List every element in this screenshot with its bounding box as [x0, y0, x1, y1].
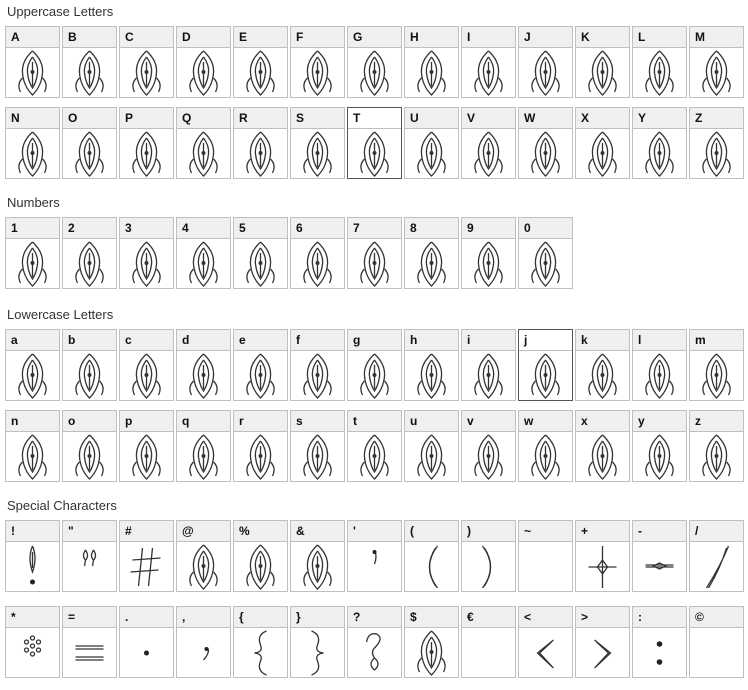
glyph-label: 4: [177, 218, 230, 239]
glyph-label: o: [63, 411, 116, 432]
glyph-cell[interactable]: [347, 217, 402, 289]
glyph-cell[interactable]: [632, 107, 687, 179]
j-glyph: [519, 48, 572, 98]
glyph-cell[interactable]: [632, 606, 687, 678]
g-glyph: [348, 351, 401, 401]
glyph-label: Q: [177, 108, 230, 129]
glyph-label: !: [6, 521, 59, 542]
glyph-cell[interactable]: [62, 520, 117, 592]
glyph-row: [5, 329, 748, 403]
glyph-cell[interactable]: [461, 217, 516, 289]
y-glyph: [633, 432, 686, 482]
glyph-cell[interactable]: [290, 26, 345, 98]
glyph-cell[interactable]: [461, 26, 516, 98]
five-glyph: [234, 239, 287, 289]
u-glyph: [405, 129, 458, 179]
four-glyph: [177, 239, 230, 289]
glyph-label: B: [63, 27, 116, 48]
section-title: Lowercase Letters: [7, 307, 114, 322]
right-brace-glyph: [291, 628, 344, 678]
n-glyph: [6, 432, 59, 482]
glyph-label: 5: [234, 218, 287, 239]
glyph-cell[interactable]: [347, 329, 402, 401]
glyph-cell[interactable]: [119, 26, 174, 98]
glyph-cell[interactable]: [461, 520, 516, 592]
m-glyph: [690, 351, 743, 401]
glyph-cell[interactable]: [5, 520, 60, 592]
glyph-label: /: [690, 521, 743, 542]
glyph-cell[interactable]: [290, 520, 345, 592]
glyph-label: ": [63, 521, 116, 542]
z-glyph: [690, 129, 743, 179]
c-glyph: [120, 351, 173, 401]
glyph-row: [5, 217, 748, 291]
glyph-cell[interactable]: [233, 606, 288, 678]
glyph-label: 2: [63, 218, 116, 239]
glyph-label: €: [462, 607, 515, 628]
plus-glyph: [576, 542, 629, 592]
s-glyph: [291, 432, 344, 482]
glyph-cell[interactable]: [119, 606, 174, 678]
o-glyph: [63, 432, 116, 482]
hash-glyph: [120, 542, 173, 592]
dollar-glyph: [405, 628, 458, 678]
glyph-label: G: [348, 27, 401, 48]
copyright-glyph: [690, 628, 743, 678]
glyph-cell[interactable]: [518, 26, 573, 98]
glyph-label: :: [633, 607, 686, 628]
glyph-label: W: [519, 108, 572, 129]
glyph-row: [5, 410, 748, 484]
comma-glyph: [177, 628, 230, 678]
k-glyph: [576, 48, 629, 98]
glyph-label: 7: [348, 218, 401, 239]
glyph-cell[interactable]: [176, 520, 231, 592]
glyph-cell[interactable]: [233, 217, 288, 289]
glyph-cell[interactable]: [176, 329, 231, 401]
l-glyph: [633, 351, 686, 401]
glyph-label: $: [405, 607, 458, 628]
glyph-label: 8: [405, 218, 458, 239]
glyph-label: ,: [177, 607, 230, 628]
section-title: Special Characters: [7, 498, 117, 513]
v-glyph: [462, 129, 515, 179]
glyph-cell[interactable]: [5, 107, 60, 179]
glyph-cell[interactable]: [404, 26, 459, 98]
e-glyph: [234, 48, 287, 98]
glyph-cell[interactable]: [347, 606, 402, 678]
glyph-label: j: [519, 330, 572, 351]
glyph-label: {: [234, 607, 287, 628]
glyph-label: i: [462, 330, 515, 351]
glyph-label: y: [633, 411, 686, 432]
i-glyph: [462, 351, 515, 401]
glyph-label: I: [462, 27, 515, 48]
minus-glyph: [633, 542, 686, 592]
c-glyph: [120, 48, 173, 98]
colon-glyph: [633, 628, 686, 678]
m-glyph: [690, 48, 743, 98]
glyph-label: A: [6, 27, 59, 48]
nine-glyph: [462, 239, 515, 289]
glyph-label: f: [291, 330, 344, 351]
w-glyph: [519, 432, 572, 482]
glyph-label: (: [405, 521, 458, 542]
glyph-cell[interactable]: [575, 520, 630, 592]
glyph-cell[interactable]: [518, 606, 573, 678]
glyph-cell[interactable]: [404, 107, 459, 179]
q-glyph: [177, 129, 230, 179]
glyph-cell[interactable]: [461, 410, 516, 482]
glyph-label: U: [405, 108, 458, 129]
glyph-label: T: [348, 108, 401, 129]
section-title: Numbers: [7, 195, 60, 210]
j-glyph: [519, 351, 572, 401]
ampersand-glyph: [291, 542, 344, 592]
left-brace-glyph: [234, 628, 287, 678]
one-glyph: [6, 239, 59, 289]
p-glyph: [120, 432, 173, 482]
glyph-label: N: [6, 108, 59, 129]
glyph-label: 6: [291, 218, 344, 239]
glyph-label: v: [462, 411, 515, 432]
glyph-cell[interactable]: [176, 26, 231, 98]
g-glyph: [348, 48, 401, 98]
three-glyph: [120, 239, 173, 289]
glyph-label: @: [177, 521, 230, 542]
glyph-cell[interactable]: [233, 329, 288, 401]
glyph-label: +: [576, 521, 629, 542]
glyph-cell[interactable]: [176, 606, 231, 678]
glyph-cell[interactable]: [62, 329, 117, 401]
glyph-label: x: [576, 411, 629, 432]
t-glyph: [348, 432, 401, 482]
greater-than-glyph: [576, 628, 629, 678]
glyph-cell[interactable]: [575, 329, 630, 401]
less-than-glyph: [519, 628, 572, 678]
glyph-label: 1: [6, 218, 59, 239]
glyph-cell[interactable]: [347, 410, 402, 482]
glyph-cell[interactable]: [290, 606, 345, 678]
glyph-cell[interactable]: [62, 217, 117, 289]
glyph-cell[interactable]: [575, 410, 630, 482]
glyph-label: 3: [120, 218, 173, 239]
glyph-row: [5, 26, 748, 100]
glyph-cell[interactable]: [119, 217, 174, 289]
glyph-cell[interactable]: [404, 217, 459, 289]
glyph-label: =: [63, 607, 116, 628]
glyph-cell[interactable]: [518, 410, 573, 482]
glyph-cell[interactable]: [689, 520, 744, 592]
glyph-label: K: [576, 27, 629, 48]
glyph-label: b: [63, 330, 116, 351]
glyph-label: m: [690, 330, 743, 351]
euro-glyph: [462, 628, 515, 678]
quote-glyph: [63, 542, 116, 592]
glyph-cell[interactable]: [689, 410, 744, 482]
x-glyph: [576, 432, 629, 482]
glyph-label: 9: [462, 218, 515, 239]
glyph-label: l: [633, 330, 686, 351]
glyph-cell[interactable]: [176, 107, 231, 179]
glyph-cell[interactable]: [518, 520, 573, 592]
glyph-cell[interactable]: [5, 410, 60, 482]
glyph-label: ': [348, 521, 401, 542]
glyph-cell[interactable]: [290, 410, 345, 482]
glyph-label: p: [120, 411, 173, 432]
glyph-cell[interactable]: [575, 107, 630, 179]
glyph-cell[interactable]: [5, 606, 60, 678]
x-glyph: [576, 129, 629, 179]
glyph-label: H: [405, 27, 458, 48]
glyph-label: M: [690, 27, 743, 48]
glyph-cell[interactable]: [518, 217, 573, 289]
glyph-label: Z: [690, 108, 743, 129]
left-paren-glyph: [405, 542, 458, 592]
b-glyph: [63, 351, 116, 401]
glyph-cell[interactable]: [518, 329, 573, 401]
glyph-cell[interactable]: [461, 329, 516, 401]
glyph-cell[interactable]: [689, 107, 744, 179]
o-glyph: [63, 129, 116, 179]
glyph-label: e: [234, 330, 287, 351]
glyph-cell[interactable]: [518, 107, 573, 179]
section-title: Uppercase Letters: [7, 4, 114, 19]
f-glyph: [291, 351, 344, 401]
glyph-label: s: [291, 411, 344, 432]
glyph-cell[interactable]: [632, 329, 687, 401]
glyph-label: X: [576, 108, 629, 129]
glyph-cell[interactable]: [233, 26, 288, 98]
glyph-cell[interactable]: [119, 107, 174, 179]
n-glyph: [6, 129, 59, 179]
glyph-label: R: [234, 108, 287, 129]
exclamation-glyph: [6, 542, 59, 592]
glyph-label: <: [519, 607, 572, 628]
q-glyph: [177, 432, 230, 482]
glyph-cell[interactable]: [404, 520, 459, 592]
a-glyph: [6, 48, 59, 98]
d-glyph: [177, 48, 230, 98]
glyph-label: O: [63, 108, 116, 129]
glyph-label: t: [348, 411, 401, 432]
right-paren-glyph: [462, 542, 515, 592]
glyph-cell[interactable]: [62, 107, 117, 179]
zero-glyph: [519, 239, 572, 289]
glyph-cell[interactable]: [290, 217, 345, 289]
glyph-label: E: [234, 27, 287, 48]
two-glyph: [63, 239, 116, 289]
glyph-cell[interactable]: [632, 26, 687, 98]
glyph-label: n: [6, 411, 59, 432]
glyph-label: D: [177, 27, 230, 48]
glyph-label: P: [120, 108, 173, 129]
glyph-cell[interactable]: [632, 410, 687, 482]
h-glyph: [405, 48, 458, 98]
glyph-cell[interactable]: [290, 107, 345, 179]
glyph-cell[interactable]: [404, 410, 459, 482]
glyph-label: ?: [348, 607, 401, 628]
seven-glyph: [348, 239, 401, 289]
glyph-label: r: [234, 411, 287, 432]
y-glyph: [633, 129, 686, 179]
glyph-label: F: [291, 27, 344, 48]
glyph-label: ~: [519, 521, 572, 542]
glyph-label: g: [348, 330, 401, 351]
glyph-cell[interactable]: [689, 329, 744, 401]
s-glyph: [291, 129, 344, 179]
k-glyph: [576, 351, 629, 401]
w-glyph: [519, 129, 572, 179]
t-glyph: [348, 129, 401, 179]
glyph-cell[interactable]: [62, 410, 117, 482]
glyph-cell[interactable]: [347, 520, 402, 592]
glyph-label: ): [462, 521, 515, 542]
glyph-label: %: [234, 521, 287, 542]
glyph-label: #: [120, 521, 173, 542]
f-glyph: [291, 48, 344, 98]
glyph-label: *: [6, 607, 59, 628]
glyph-label: .: [120, 607, 173, 628]
glyph-row: [5, 107, 748, 181]
glyph-label: C: [120, 27, 173, 48]
glyph-cell[interactable]: [347, 26, 402, 98]
equals-glyph: [63, 628, 116, 678]
glyph-cell[interactable]: [119, 410, 174, 482]
glyph-label: z: [690, 411, 743, 432]
glyph-label: Y: [633, 108, 686, 129]
glyph-label: &: [291, 521, 344, 542]
glyph-label: V: [462, 108, 515, 129]
d-glyph: [177, 351, 230, 401]
glyph-cell[interactable]: [5, 217, 60, 289]
glyph-cell[interactable]: [689, 606, 744, 678]
glyph-label: c: [120, 330, 173, 351]
z-glyph: [690, 432, 743, 482]
glyph-cell[interactable]: [575, 26, 630, 98]
e-glyph: [234, 351, 287, 401]
glyph-cell[interactable]: [347, 107, 402, 179]
glyph-cell[interactable]: [404, 329, 459, 401]
glyph-cell[interactable]: [290, 329, 345, 401]
glyph-cell[interactable]: [461, 606, 516, 678]
glyph-cell[interactable]: [575, 606, 630, 678]
six-glyph: [291, 239, 344, 289]
u-glyph: [405, 432, 458, 482]
a-glyph: [6, 351, 59, 401]
glyph-cell[interactable]: [233, 520, 288, 592]
at-glyph: [177, 542, 230, 592]
glyph-cell[interactable]: [119, 329, 174, 401]
glyph-label: J: [519, 27, 572, 48]
asterisk-glyph: [6, 628, 59, 678]
r-glyph: [234, 432, 287, 482]
v-glyph: [462, 432, 515, 482]
glyph-cell[interactable]: [176, 410, 231, 482]
glyph-label: >: [576, 607, 629, 628]
glyph-cell[interactable]: [233, 410, 288, 482]
i-glyph: [462, 48, 515, 98]
h-glyph: [405, 351, 458, 401]
glyph-label: ©: [690, 607, 743, 628]
glyph-label: w: [519, 411, 572, 432]
tilde-glyph: [519, 542, 572, 592]
glyph-label: u: [405, 411, 458, 432]
question-glyph: [348, 628, 401, 678]
glyph-cell[interactable]: [689, 26, 744, 98]
p-glyph: [120, 129, 173, 179]
glyph-label: S: [291, 108, 344, 129]
glyph-label: }: [291, 607, 344, 628]
b-glyph: [63, 48, 116, 98]
glyph-label: 0: [519, 218, 572, 239]
glyph-cell[interactable]: [632, 520, 687, 592]
glyph-label: d: [177, 330, 230, 351]
glyph-row: [5, 520, 748, 594]
slash-glyph: [690, 542, 743, 592]
glyph-row: [5, 606, 748, 680]
r-glyph: [234, 129, 287, 179]
glyph-cell[interactable]: [5, 26, 60, 98]
glyph-cell[interactable]: [404, 606, 459, 678]
glyph-label: h: [405, 330, 458, 351]
glyph-label: q: [177, 411, 230, 432]
glyph-cell[interactable]: [176, 217, 231, 289]
glyph-cell[interactable]: [119, 520, 174, 592]
glyph-cell[interactable]: [5, 329, 60, 401]
l-glyph: [633, 48, 686, 98]
eight-glyph: [405, 239, 458, 289]
glyph-label: -: [633, 521, 686, 542]
period-glyph: [120, 628, 173, 678]
glyph-cell[interactable]: [62, 606, 117, 678]
glyph-label: L: [633, 27, 686, 48]
glyph-cell[interactable]: [461, 107, 516, 179]
glyph-cell[interactable]: [62, 26, 117, 98]
apostrophe-glyph: [348, 542, 401, 592]
percent-glyph: [234, 542, 287, 592]
glyph-label: a: [6, 330, 59, 351]
glyph-label: k: [576, 330, 629, 351]
glyph-cell[interactable]: [233, 107, 288, 179]
